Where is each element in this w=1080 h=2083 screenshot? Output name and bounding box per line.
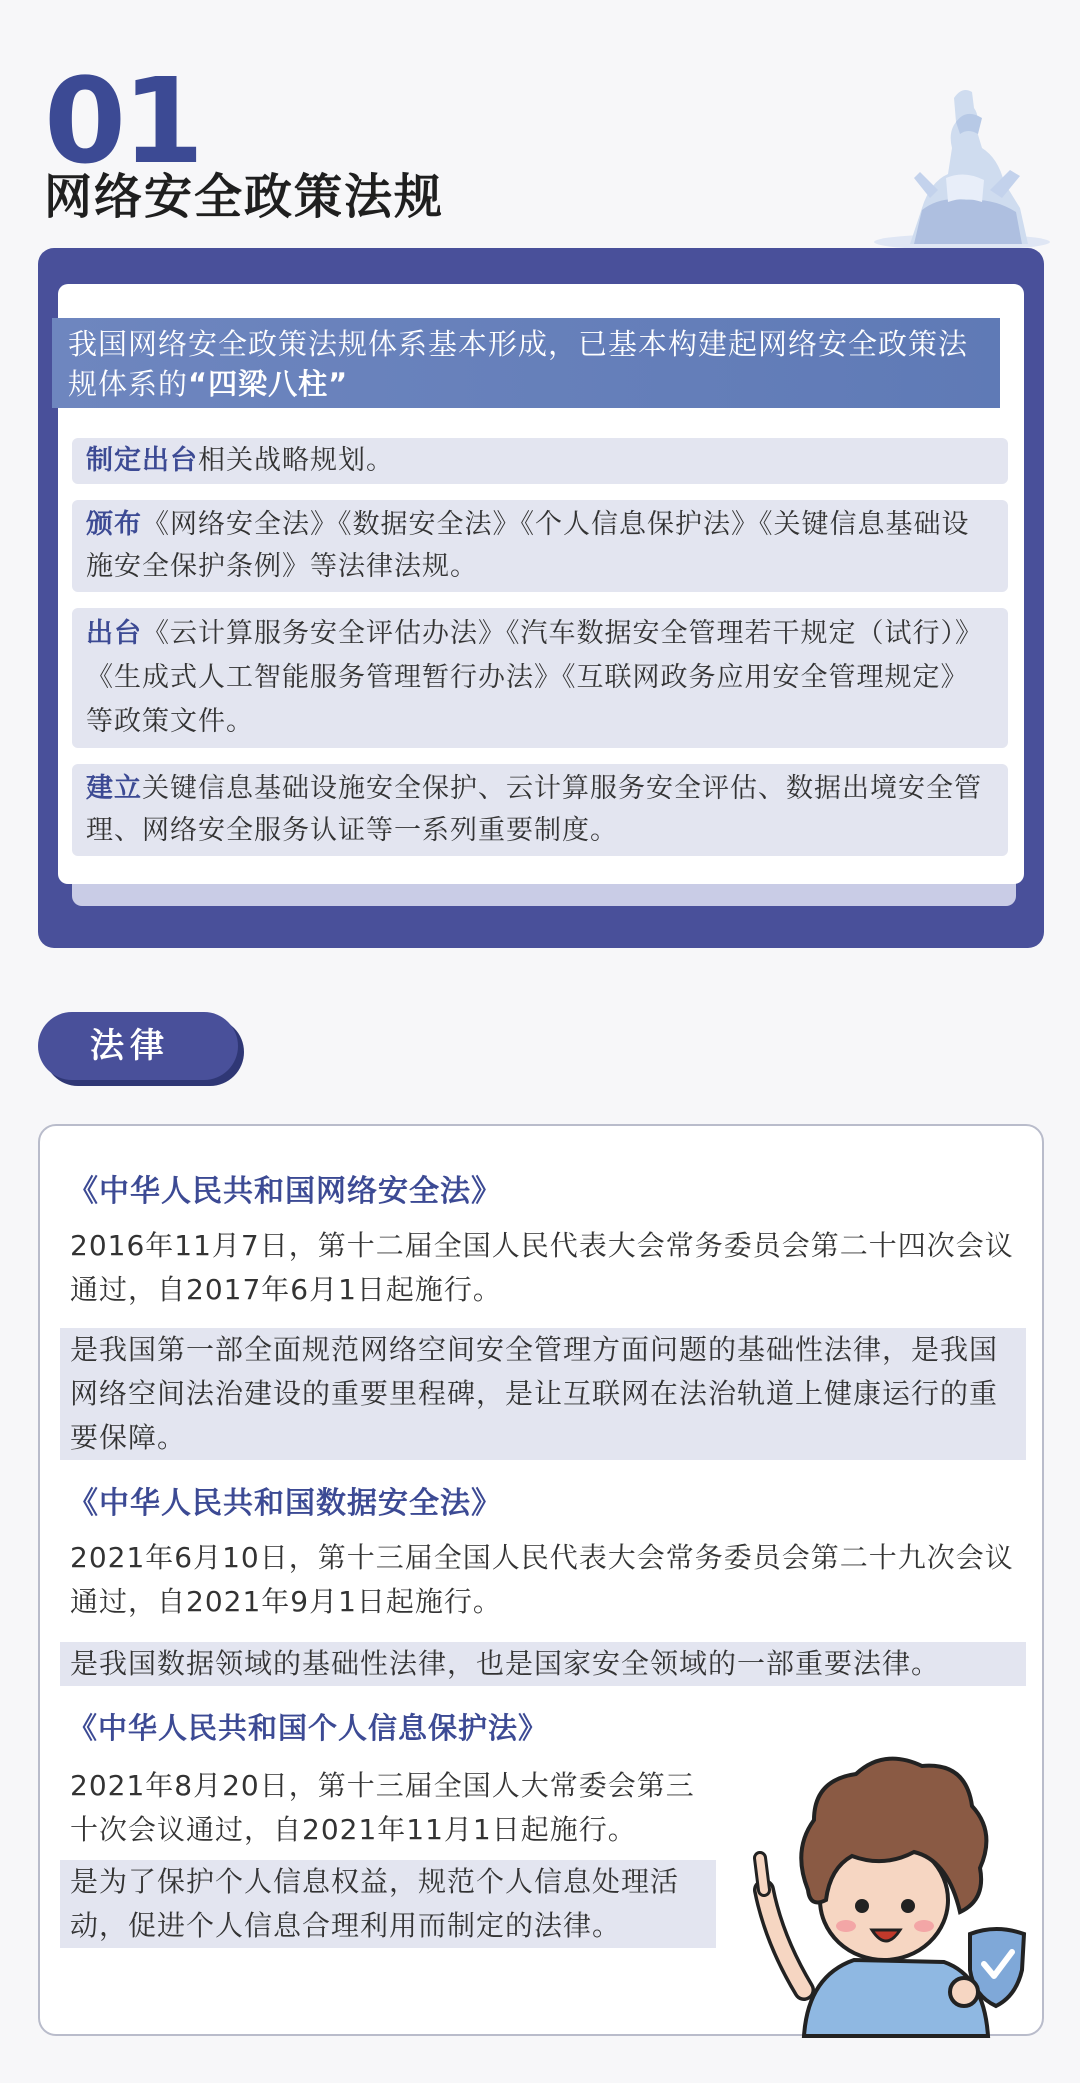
law-section-tag: 法律	[38, 1012, 238, 1080]
intro-item-policies	[72, 608, 1008, 748]
page-title: 网络安全政策法规	[44, 169, 445, 225]
intro-item-keyword: 出台	[86, 618, 142, 649]
law-desc-data-security: 是我国数据领域的基础性法律，也是国家安全领域的一部重要法律。	[60, 1642, 1026, 1686]
law-title-personal-info: 《中华人民共和国个人信息保护法》	[68, 1711, 549, 1745]
law-desc-personal-info: 是为了保护个人信息权益，规范个人信息处理活动，促进个人信息合理利用而制定的法律。	[60, 1860, 716, 1948]
intro-item-laws	[72, 500, 1008, 592]
law-desc-cybersecurity: 是我国第一部全面规范网络空间安全管理方面问题的基础性法律，是我国网络空间法治建设的重要里程碑，是让互联网在法治轨道上健康运行的重要保障。	[60, 1328, 1026, 1460]
intro-banner	[52, 318, 1000, 408]
intro-item-text: 关键信息基础设施安全保护、云计算服务安全评估、数据出境安全管理、网络安全服务认证等一系列重要制度。	[86, 773, 982, 846]
law-title-cybersecurity: 《中华人民共和国网络安全法》	[68, 1174, 502, 1209]
law-date-cybersecurity: 2016年11月7日，第十二届全国人民代表大会常务委员会第二十四次会议通过，自2017年6月1日起施行。	[70, 1229, 1014, 1306]
law-date-personal-info: 2021年8月20日，第十三届全国人大常委会第三十次会议通过，自2021年11月1日起施行。	[70, 1769, 695, 1846]
goat-statue-illustration	[870, 78, 1050, 250]
intro-banner-text: 我国网络安全政策法规体系基本形成，已基本构建起网络安全政策法规体系的	[68, 327, 969, 401]
girl-with-shield-illustration	[734, 1740, 1044, 2036]
intro-item-strategy	[72, 438, 1008, 484]
intro-item-systems	[72, 764, 1008, 856]
intro-item-text: 《网络安全法》《数据安全法》《个人信息保护法》《关键信息基础设施安全保护条例》等法律法规。	[86, 509, 970, 582]
intro-banner-highlight: “四梁八柱”	[188, 367, 349, 401]
section-number: 01	[44, 52, 201, 190]
law-date-data-security: 2021年6月10日，第十三届全国人民代表大会常务委员会第二十九次会议通过，自2021年9月1日起施行。	[70, 1541, 1014, 1618]
intro-item-keyword: 制定出台	[86, 445, 198, 476]
intro-item-text: 相关战略规划。	[198, 445, 394, 476]
intro-item-text: 《云计算服务安全评估办法》《汽车数据安全管理若干规定（试行）》《生成式人工智能服务管理暂行办法》《互联网政务应用安全管理规定》等政策文件。	[86, 618, 983, 737]
intro-item-keyword: 颁布	[86, 509, 142, 540]
intro-item-keyword: 建立	[86, 773, 142, 804]
law-title-data-security: 《中华人民共和国数据安全法》	[68, 1486, 502, 1521]
